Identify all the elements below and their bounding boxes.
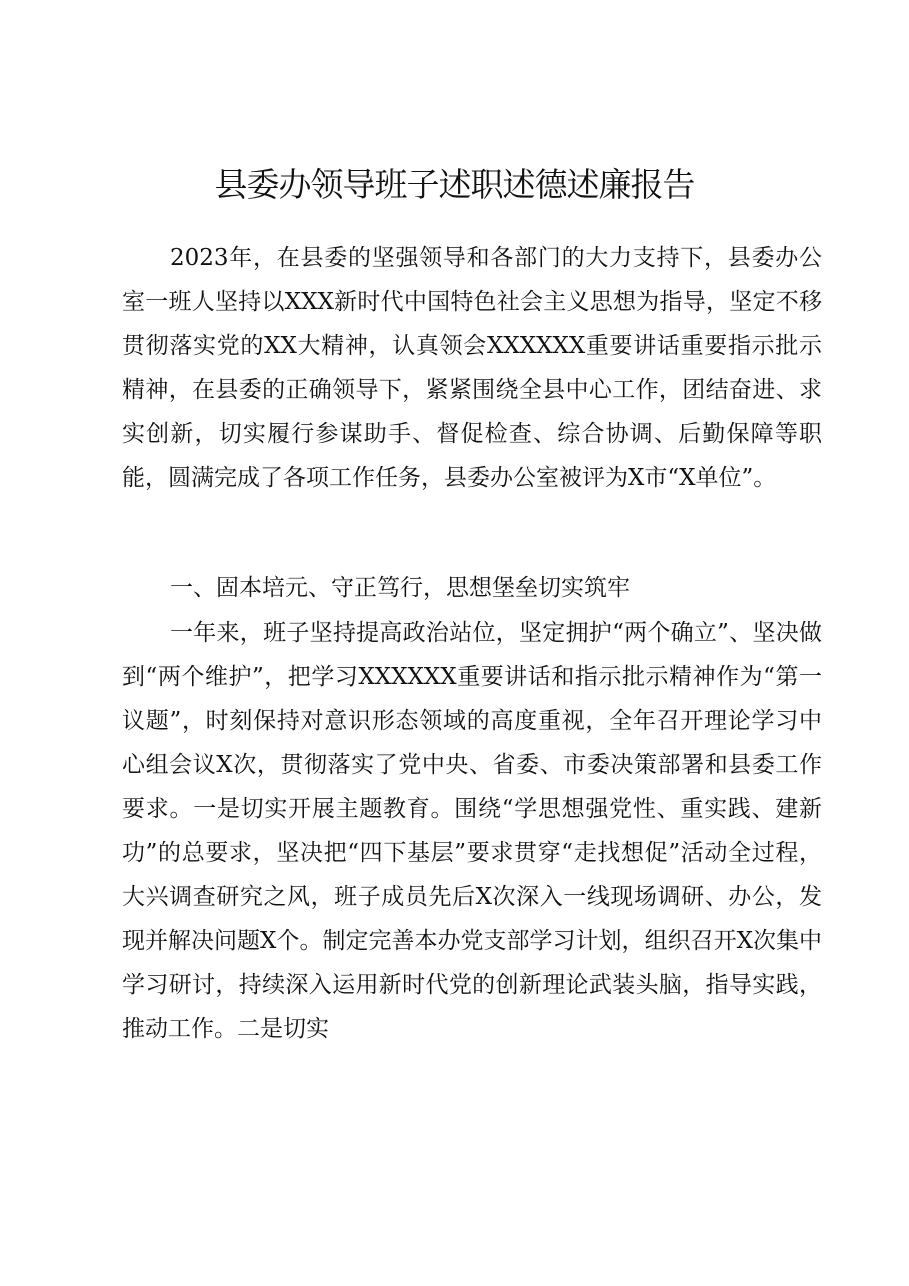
paragraph-section-1: 一年来，班子坚持提高政治站位，坚定拥护“两个确立”、坚决做到“两个维护”，把学习XXXXXX重要讲话和指示批示精神作为“第一议题”，时刻保持对意识形态领域的高度重视，全年召开理论学习中心组会议X次，贯彻落实了党中央、省委、市委决策部署和县委工作要求。一是切实开展主题教育。围绕“学思想强党性、重实践、建新功”的总要求，坚决把“四下基层”要求贯穿“走找想促”活动全过程，大兴调查研究之风，班子成员先后X次深入一线现场调研、办公，发现并解决问题X个。制定完善本办党支部学习计划，组织召开X次集中学习研讨，持续深入运用新时代党的创新理论武装头脑，指导实践，推动工作。二是切实 xyxy=(122,620,822,1042)
section-heading-1: 一、固本培元、守正笃行，思想堡垒切实筑牢 xyxy=(170,575,630,601)
document-title: 县委办领导班子述职述德述廉报告 xyxy=(214,165,695,204)
paragraph-intro: 2023年，在县委的坚强领导和各部门的大力支持下，县委办公室一班人坚持以XXX新时代中国特色社会主义思想为指导，坚定不移贯彻落实党的XX大精神，认真领会XXXXXX重要讲话重要指示批示精神，在县委的正确领导下，紧紧围绕全县中心工作，团结奋进、求实创新，切实履行参谋助手、督促检查、综合协调、后勤保障等职能，圆满完成了各项工作任务，县委办公室被评为X市“X单位”。 xyxy=(122,245,822,491)
